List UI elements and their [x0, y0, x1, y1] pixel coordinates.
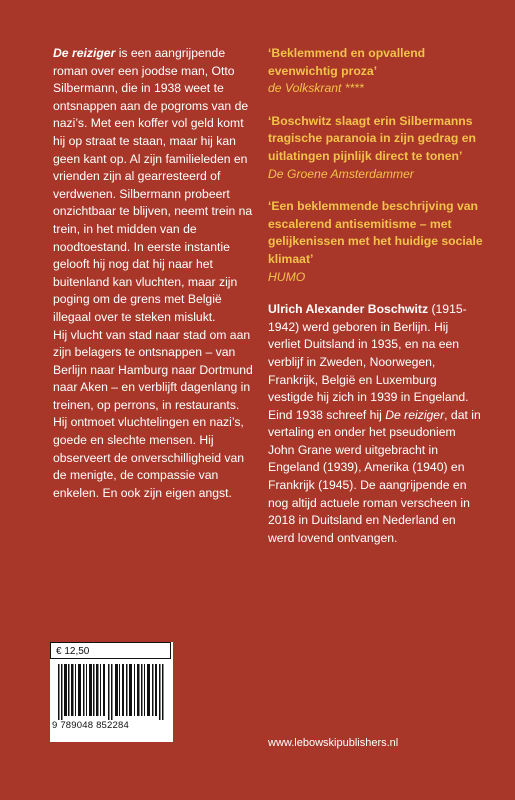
- review-source: HUMO: [268, 269, 306, 284]
- ean-number: 9 789048 852284: [52, 720, 129, 731]
- barcode-icon: [58, 664, 164, 720]
- author-name: Ulrich Alexander Boschwitz: [268, 302, 429, 317]
- review-source: de Volkskrant ****: [268, 81, 364, 96]
- price-label: € 12,50: [50, 642, 171, 659]
- blurb-text-1: is een aangrijpende roman over een joodse man, Otto Silbermann, die in 1938 weet te ontsnappen aan de pogroms van de nazi’s. Met een koffer vol geld komt hij op straat te staan, maar hij kan geen kant op. Al zijn familieleden en vrienden zijn al gearresteerd of verdwenen. Silbermann probeert onzichtbaar te blijven, neemt trein na trein, in het midden van de noodtoestand. In eerste instantie gelooft hij nog dat hij naar het buitenland kan vluchten, maar zijn poging om de grens met België illegaal over te steken mislukt.: [53, 46, 253, 324]
- review-source: De Groene Amsterdammer: [268, 166, 414, 181]
- book-title: De reiziger: [53, 46, 116, 60]
- blurb-column: [53, 45, 253, 502]
- reviews-column: [268, 45, 483, 547]
- review-quote: ‘Beklemmend en opvallend evenwichtig proza’: [268, 46, 426, 78]
- author-bio: [268, 301, 483, 547]
- bio-book-title: De reiziger: [385, 407, 445, 422]
- barcode-box: [50, 642, 173, 742]
- publisher-url: www.lebowskipublishers.nl: [268, 737, 399, 749]
- blurb-paragraph-2: Hij vlucht van stad naar stad om aan zijn belagers te ontsnappen – van Berlijn naar Hamburg naar Dortmund naar Aken – en verblijft dagenlang in treinen, op perrons, in restaurants. Hij ontmoet vluchtelingen en nazi’s, goede en slechte mensen. Hij observeert de onverschilligheid van de menigte, de compassie van enkelen. En ook zijn eigen angst.: [53, 327, 253, 500]
- review-1: [268, 45, 483, 98]
- bio-text-1: (1915-1942) werd geboren in Berlijn. Hij verliet Duitsland in 1935, en na een verblijf in Zweden, Noorwegen, Frankrijk, België en Luxemburg vestigde hij zich in 1939 in Engeland. Eind 1938 schreef hij: [268, 302, 469, 422]
- review-quote: ‘Boschwitz slaagt erin Silbermanns tragische paranoia in zijn gedrag en uitlatingen pijnlijk direct te tonen’: [268, 113, 476, 163]
- review-quote: ‘Een beklemmende beschrijving van escalerend antisemitisme – met gelijkenissen met het huidige sociale klimaat’: [268, 199, 483, 266]
- review-2: [268, 113, 483, 183]
- blurb-paragraph-1: [53, 45, 253, 327]
- bio-text-2: , dat in vertaling en onder het pseudoniem John Grane werd uitgebracht in Engeland (1939), Amerika (1940) en Frankrijk (1945). De aangrijpende en nog altijd actuele roman verscheen in 2018 in Duitsland en Nederland en werd lovend ontvangen.: [268, 407, 481, 545]
- review-3: [268, 198, 483, 286]
